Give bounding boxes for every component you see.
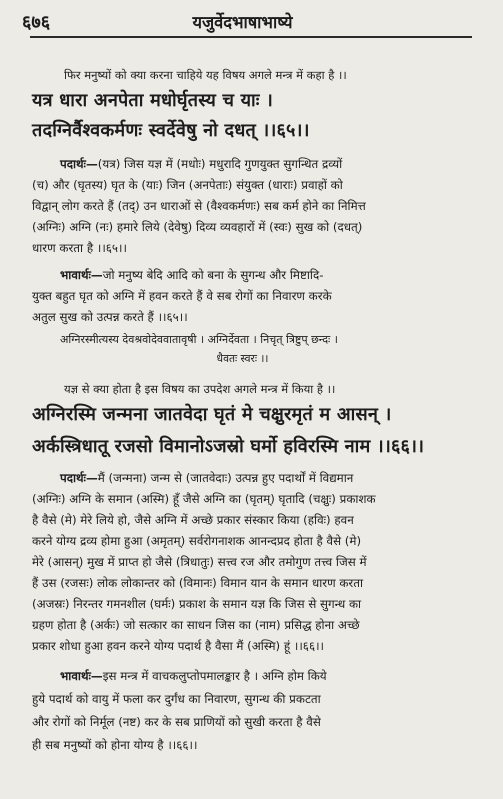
section2-padartha-line-4: करने योग्य द्रव्य होमा हुआ (अमृतम्) सर्वरोगनाशक आनन्दप्रद होता है वैसे (मे): [32, 534, 362, 548]
section2-bhavartha-line-2: हुये पदार्थ को वायु में फला कर दुर्गंध का निवारण, सुगन्ध की प्रकटता: [32, 692, 321, 706]
section1-svara: धैवतः स्वरः ।।: [216, 352, 269, 365]
section2-padartha-line-8: ग्रहण होता है (अर्कः) जो सत्कार का साधन जिस का (नाम) प्रसिद्ध होना अच्छे: [32, 618, 360, 632]
padartha-text: मैं (जन्मना) जन्म से (जातवेदाः) उत्पन्न हुए पदार्थों में विद्यमान: [97, 471, 354, 485]
section2-padartha-line-1: [60, 470, 353, 486]
bhavartha-text: जो मनुष्य बेदि आदि को बना के सुगन्ध और मिष्टादि-: [102, 268, 324, 282]
section1-padartha-line-1: [60, 156, 342, 172]
section1-padartha-line-5: धारण करता है ।।६५।।: [32, 241, 127, 255]
section2-padartha-line-9: प्रकार शोधा हुआ हवन करने योग्य पदार्थ है वैसा मैं (अस्मि) हूं ।।६६।।: [32, 639, 325, 653]
section2-padartha-line-2: (अग्निः) अग्नि के समान (अस्मि) हूँ जैसे अग्नि का (घृतम्) घृतादि (चक्षुः) प्रकाशक: [32, 492, 376, 506]
page-number: ६७६: [22, 12, 51, 33]
bhavartha-label: भावार्थः—: [60, 669, 103, 683]
header-rule: [30, 36, 472, 38]
section2-padartha-line-6: हैं उस (रजसः) लोक लोकान्तर को (विमानः) विमान यान के समान धारण करता: [32, 576, 364, 590]
section2-intro: यज्ञ से क्या होता है इस विषय का उपदेश अगले मन्त्र में किया है ।।: [64, 382, 336, 396]
section1-padartha-line-4: (अग्निः) अग्नि (नः) हमारे लिये (देवेषु) दिव्य व्यवहारों में (स्वः) सुख को (दधत्): [32, 220, 363, 234]
section2-padartha-line-7: (अजस्रः) निरन्तर गमनशील (घर्मः) प्रकाश के समान यज्ञ कि जिस से सुगन्ध का: [32, 597, 362, 611]
section1-rishi-devata: अग्निरस्मीत्यस्य देवश्रवोदेववातावृषी । अग्निर्देवता । निचृत् त्रिष्टुप् छन्दः ।: [60, 333, 338, 346]
padartha-label: पदार्थः—: [60, 157, 98, 171]
section2-bhavartha-line-3: और रोगों को निर्मूल (नष्ट) कर के सब प्राणियों को सुखी करता है वैसे: [32, 715, 321, 729]
section2-bhavartha-line-4: ही सब मनुष्यों को होना योग्य है ।।६६।।: [32, 738, 198, 752]
section1-padartha-line-2: (च) और (घृतस्य) घृत के (याः) जिन (अनपेताः) संयुक्त (धाराः) प्रवाहों को: [32, 178, 343, 192]
section1-intro: फिर मनुष्यों को क्या करना चाहिये यह विषय अगले मन्त्र में कहा है ।।: [64, 68, 347, 82]
bhavartha-label: भावार्थः—: [60, 268, 103, 282]
section1-bhavartha-line-2: युक्त बहुत घृत को अग्नि में हवन करते हैं वे सब रोगों का निवारण करके: [32, 289, 332, 303]
section2-bhavartha-line-1: [60, 668, 327, 684]
section2-mantra-line-1: अग्निरस्मि जन्मना जातवेदा घृतं मे चक्षुरमृतं म आसन् ।: [32, 404, 392, 425]
section2-padartha-line-3: है वैसे (मे) मेरे लिये हो, जैसे अग्नि में अच्छे प्रकार संस्कार किया (हविः) हवन: [32, 513, 354, 527]
section1-bhavartha-line-1: [60, 267, 324, 283]
section1-mantra-line-2: तदग्निर्वैश्वकर्मणः स्वर्देवेषु नो दधत् ।।६५।।: [32, 120, 310, 141]
section1-bhavartha-line-3: अतुल सुख को उत्पन्न करते हैं ।।६५।।: [32, 310, 188, 324]
section1-mantra-line-1: यत्र धारा अनपेता मधोर्घृतस्य च याः ।: [32, 90, 274, 111]
bhavartha-text: इस मन्त्र में वाचकलुप्तोपमालङ्कार है । अग्नि होम किये: [102, 669, 327, 683]
padartha-text: (यत्र) जिस यज्ञ में (मधोः) मधुरादि गुणयुक्त सुगन्धित द्रव्यों: [97, 157, 343, 171]
section2-padartha-line-5: मेरे (आसन्) मुख में प्राप्त हो जैसे (त्रिधातुः) सत्त्व रज और तमोगुण तत्त्व जिस में: [32, 555, 367, 569]
running-title: यजुर्वेदभाषाभाष्ये: [192, 13, 293, 33]
padartha-label: पदार्थः—: [60, 471, 98, 485]
section1-padartha-line-3: विद्वान् लोग करते हैं (तद्) उन धाराओं से (वैश्वकर्मणः) सब कर्म होने का निमित्त: [32, 199, 366, 213]
section2-mantra-line-2: अर्कस्त्रिधातू रजसो विमानोऽजस्रो घर्मो हविरस्मि नाम ।।६६।।: [32, 436, 425, 457]
